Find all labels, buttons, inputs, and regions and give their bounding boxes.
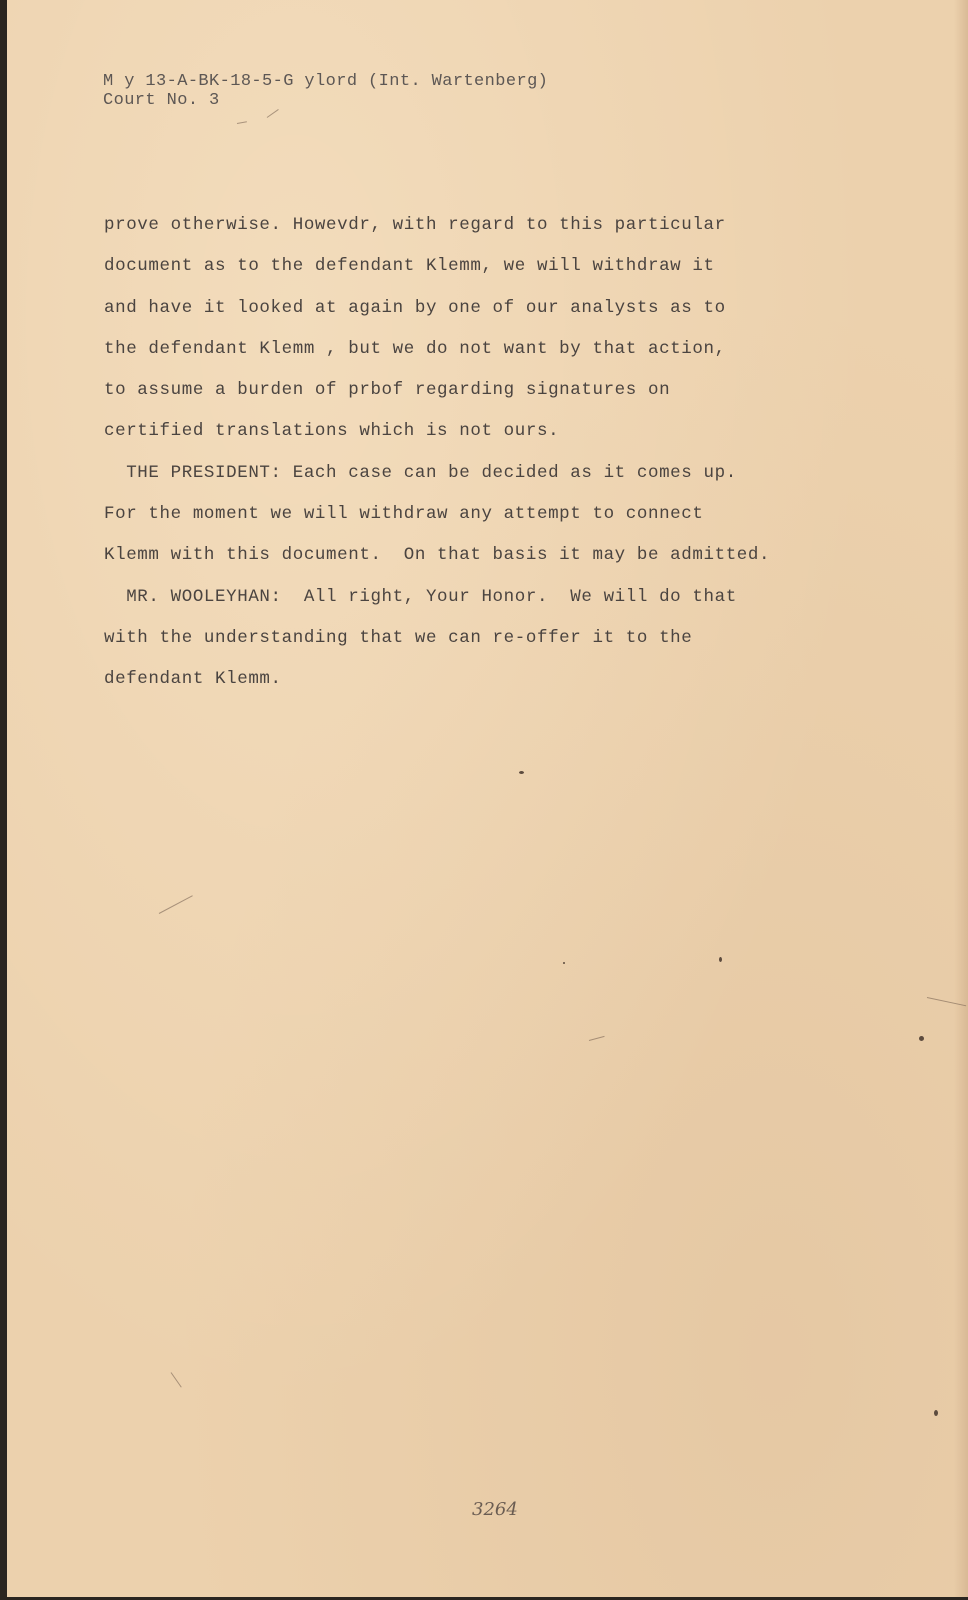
transcript-line: prove otherwise. Howevdr, with regard to this particular: [104, 215, 726, 235]
document-header: [103, 72, 548, 110]
transcript-line: with the understanding that we can re-offer it to the: [104, 627, 693, 648]
paper-scratch: [159, 895, 193, 914]
transcript-line: MR. WOOLEYHAN: All right, Your Honor. We will do that: [104, 586, 737, 607]
paper-scratch: [267, 109, 279, 118]
paper-scratch: [589, 1036, 605, 1041]
header-session-line: M y 13-A-BK-18-5-G ylord (Int. Wartenberg): [103, 72, 549, 91]
paper-speck: [919, 1036, 924, 1041]
transcript-line: and have it looked at again by one of our analysts as to: [104, 297, 726, 318]
transcript-line: document as to the defendant Klemm, we will withdraw it: [104, 256, 715, 277]
paper-speck: [563, 962, 565, 964]
paper-scratch: [171, 1372, 182, 1387]
paper-speck: [519, 771, 524, 774]
header-court-line: Court No. 3: [103, 91, 220, 110]
transcript-line: Klemm with this document. On that basis it may be admitted.: [104, 545, 771, 566]
transcript-line: certified translations which is not ours.: [104, 421, 560, 442]
paper-speck: [934, 1410, 938, 1416]
document-page: [7, 0, 968, 1597]
transcript-line: the defendant Klemm , but we do not want by that action,: [104, 338, 726, 359]
page-edge-shadow: [954, 0, 968, 1597]
transcript-line: THE PRESIDENT: Each case can be decided as it comes up.: [104, 462, 737, 483]
paper-scratch: [237, 121, 247, 124]
page-number: 3264: [472, 1499, 518, 1520]
transcript-body: [104, 214, 864, 710]
transcript-line: defendant Klemm.: [104, 669, 282, 690]
transcript-line: to assume a burden of prbof regarding signatures on: [104, 380, 671, 401]
paper-speck: [719, 957, 722, 962]
transcript-line: For the moment we will withdraw any attempt to connect: [104, 504, 704, 525]
